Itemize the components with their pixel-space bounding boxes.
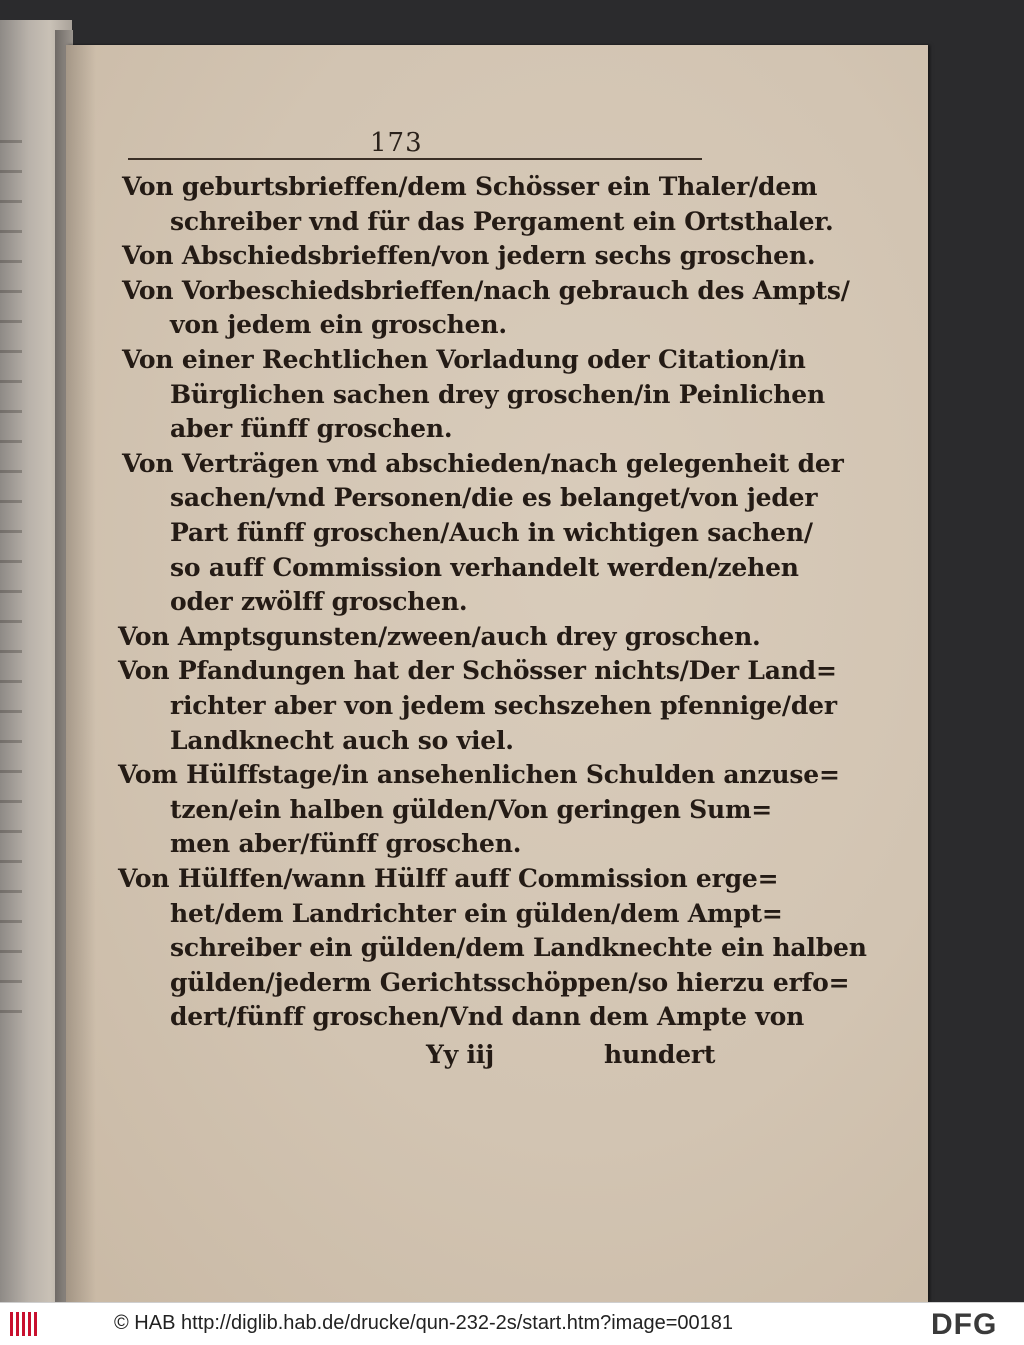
text-line: tzen/ein halben gülden/Von geringen Sum= [170, 794, 773, 824]
credit-link[interactable]: © HAB http://diglib.hab.de/drucke/qun-232-2s/start.htm?image=00181 [114, 1312, 733, 1334]
text-line: so auff Commission verhandelt werden/zehen [170, 552, 799, 582]
text-line: von jedem ein groschen. [170, 310, 507, 340]
text-line: sachen/vnd Personen/die es belanget/von jeder [170, 483, 818, 513]
catchword: hundert [604, 1040, 716, 1069]
text-line: Landknecht auch so viel. [170, 725, 514, 755]
dfg-logo: DFG [931, 1308, 998, 1341]
text-line: oder zwölff groschen. [170, 587, 468, 617]
text-line: men aber/fünff groschen. [170, 829, 522, 859]
text-line: richter aber von jedem sechszehen pfennige/der [170, 691, 837, 720]
text-line: Part fünff groschen/Auch in wichtigen sachen/ [170, 518, 813, 547]
text-line: Bürglichen sachen drey groschen/in Peinlichen [170, 379, 825, 409]
text-line: dert/fünff groschen/Vnd dann dem Ampte von [170, 1002, 805, 1032]
text-line: Von Verträgen vnd abschieden/nach gelegenheit der [122, 448, 844, 478]
text-line: schreiber ein gülden/dem Landknechte ein halben [170, 933, 867, 963]
signature-mark: Yy iij [426, 1040, 494, 1069]
text-line: Von Hülffen/wann Hülff auff Commission erge= [118, 864, 779, 893]
text-line: Von Vorbeschiedsbrieffen/nach gebrauch des Ampts/ [122, 275, 850, 305]
text-line: het/dem Landrichter ein gülden/dem Ampt= [170, 898, 783, 928]
text-line: Von geburtsbrieffen/dem Schösser ein Thaler/dem [122, 172, 818, 201]
header-rule [128, 158, 702, 160]
text-line: Von Abschiedsbrieffen/von jedern sechs groschen. [122, 241, 816, 271]
text-line: aber fünff groschen. [170, 414, 453, 444]
text-line: Von Pfandungen hat der Schösser nichts/Der Land= [118, 656, 837, 686]
text-line: Von Amptsgunsten/zween/auch drey groschen. [118, 621, 761, 651]
text-line: schreiber vnd für das Pergament ein Ortsthaler. [170, 206, 834, 236]
page-number: 173 [370, 128, 423, 158]
hab-logo-icon [10, 1312, 38, 1336]
text-line: Von einer Rechtlichen Vorladung oder Citation/in [122, 345, 806, 374]
text-line: gülden/jederm Gerichtsschöppen/so hierzu erfo= [170, 967, 850, 997]
text-line: Vom Hülffstage/in ansehenlichen Schulden anzuse= [118, 760, 840, 790]
footer-bar [0, 1302, 1024, 1345]
